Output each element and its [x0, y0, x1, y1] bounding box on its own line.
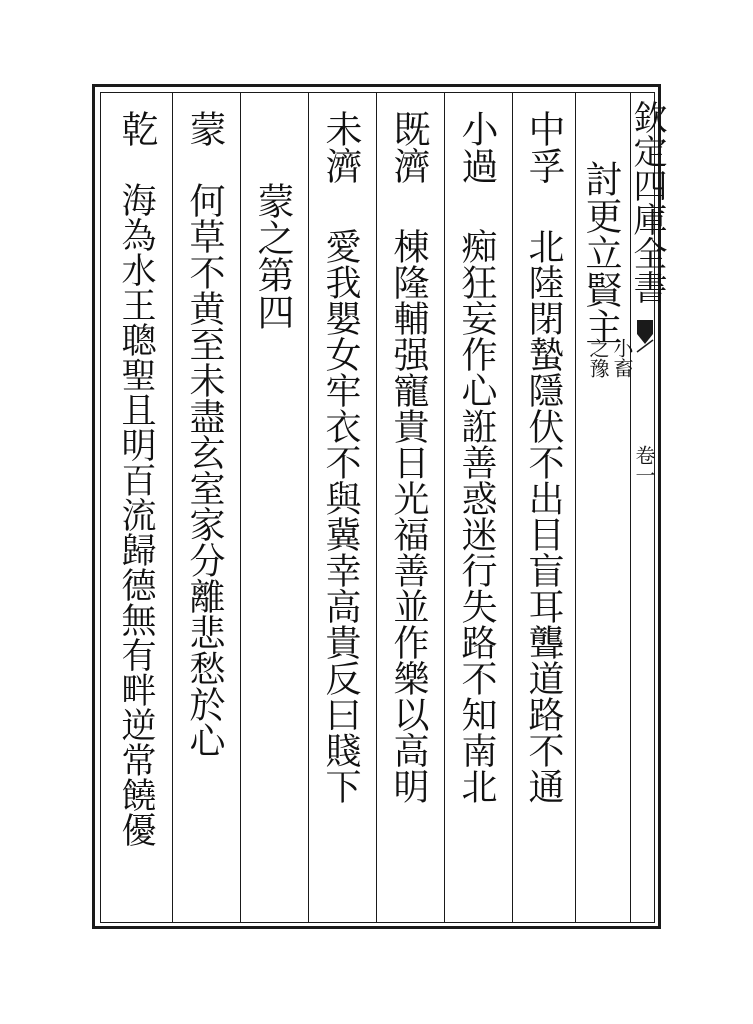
column-heading: 小過 [455, 110, 498, 184]
column-note: 小畜 [610, 338, 634, 378]
column-rule [444, 92, 445, 923]
margin-volume: 卷一 [632, 445, 656, 485]
column-text: 北陸閉蟄隱伏不出目盲耳聾道路不通 [523, 228, 564, 804]
column-rule [240, 92, 241, 923]
column-rule [512, 92, 513, 923]
column-heading: 蒙 [183, 110, 226, 147]
column-note: 之豫 [586, 338, 610, 378]
column-rule [575, 92, 576, 923]
column-heading: 未濟 [319, 110, 362, 184]
column-text: 愛我嬰女牢衣不與冀幸高貴反曰賤下 [320, 228, 361, 804]
column-heading: 既濟 [387, 110, 430, 184]
column-text: 棟隆輔强寵貴日光福善並作樂以高明 [388, 228, 429, 804]
column-rule [376, 92, 377, 923]
fish-tail-mark [636, 318, 654, 358]
column-text: 何草不黄至未盡玄室家分離悲愁於心 [184, 182, 225, 758]
section-heading: 蒙之第四 [251, 182, 294, 330]
column-rule [172, 92, 173, 923]
column-text: 痴狂妄作心誑善惑迷行失路不知南北 [456, 228, 497, 804]
column-rule [308, 92, 309, 923]
column-heading: 中孚 [522, 110, 565, 184]
column-heading: 乾 [115, 110, 158, 147]
column-text: 討更立賢主 [579, 160, 622, 345]
margin-title: 欽定四庫全書 [627, 100, 667, 304]
column-text: 海為水王聰聖且明百流歸德無有畔逆常饒優 [116, 182, 156, 847]
